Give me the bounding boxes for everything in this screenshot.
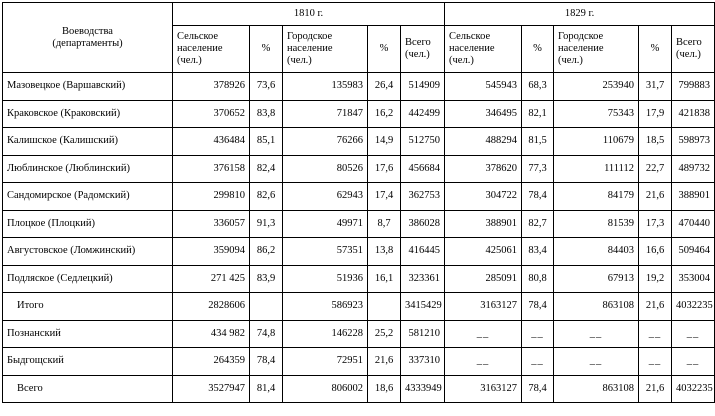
table-row [3, 73, 715, 101]
value-cell: 21,6 [639, 183, 672, 211]
value-cell: 135983 [283, 73, 368, 101]
value-cell: 598973 [672, 128, 715, 156]
value-cell: 82,1 [522, 100, 554, 128]
value-cell: 806002 [283, 375, 368, 403]
value-cell: 91,3 [250, 210, 283, 238]
value-cell: 74,8 [250, 320, 283, 348]
total-header-1810: Всего (чел.) [401, 26, 445, 73]
rural-population-header-1810: Сельское население (чел.) [173, 26, 250, 73]
value-cell: __ [445, 320, 522, 348]
value-cell: 72951 [283, 348, 368, 376]
value-cell: 353004 [672, 265, 715, 293]
value-cell: 21,6 [639, 293, 672, 321]
region-name-cell: Подляское (Седлецкий) [3, 265, 173, 293]
value-cell [368, 293, 401, 321]
value-cell: 304722 [445, 183, 522, 211]
value-cell: 436484 [173, 128, 250, 156]
value-cell: 16,2 [368, 100, 401, 128]
region-name-cell: Августовское (Ломжинский) [3, 238, 173, 266]
value-cell: 21,6 [368, 348, 401, 376]
table-row [3, 348, 715, 376]
value-cell: 456684 [401, 155, 445, 183]
value-cell: 3163127 [445, 293, 522, 321]
region-name-cell: Быдгощский [3, 348, 173, 376]
region-name-cell: Сандомирское (Радомский) [3, 183, 173, 211]
value-cell: 378926 [173, 73, 250, 101]
value-cell: 26,4 [368, 73, 401, 101]
value-cell: 271 425 [173, 265, 250, 293]
region-column-header [3, 3, 173, 73]
value-cell: 8,7 [368, 210, 401, 238]
table-row [3, 128, 715, 156]
value-cell: __ [522, 320, 554, 348]
value-cell: __ [445, 348, 522, 376]
value-cell: 388901 [445, 210, 522, 238]
value-cell: 378620 [445, 155, 522, 183]
value-cell: 359094 [173, 238, 250, 266]
value-cell: 512750 [401, 128, 445, 156]
value-cell: 253940 [554, 73, 639, 101]
region-name-cell: Всего [3, 375, 173, 403]
value-cell: 4333949 [401, 375, 445, 403]
value-cell: 3527947 [173, 375, 250, 403]
region-name-cell: Мазовецкое (Варшавский) [3, 73, 173, 101]
value-cell: 4032235 [672, 375, 715, 403]
value-cell: __ [639, 348, 672, 376]
value-cell: 323361 [401, 265, 445, 293]
urban-percent-header-1810: % [368, 26, 401, 73]
value-cell: 83,8 [250, 100, 283, 128]
value-cell: 25,2 [368, 320, 401, 348]
value-cell: 81,4 [250, 375, 283, 403]
value-cell: 581210 [401, 320, 445, 348]
value-cell: 80526 [283, 155, 368, 183]
value-cell: 78,4 [522, 375, 554, 403]
value-cell: 86,2 [250, 238, 283, 266]
value-cell: 425061 [445, 238, 522, 266]
region-name-cell: Краковское (Краковский) [3, 100, 173, 128]
year-1829-header: 1829 г. [445, 3, 715, 26]
value-cell: 264359 [173, 348, 250, 376]
value-cell: 370652 [173, 100, 250, 128]
value-cell: 17,3 [639, 210, 672, 238]
value-cell: 285091 [445, 265, 522, 293]
value-cell: __ [522, 348, 554, 376]
table-row [3, 183, 715, 211]
value-cell: 17,6 [368, 155, 401, 183]
value-cell: 77,3 [522, 155, 554, 183]
value-cell: 51936 [283, 265, 368, 293]
urban-percent-header-1829: % [639, 26, 672, 73]
value-cell: 83,9 [250, 265, 283, 293]
value-cell: 362753 [401, 183, 445, 211]
value-cell: 83,4 [522, 238, 554, 266]
value-cell: 78,4 [522, 183, 554, 211]
region-column-label: Воеводства (департаменты) [52, 25, 123, 49]
urban-population-header-1829: Городское население (чел.) [554, 26, 639, 73]
value-cell: 85,1 [250, 128, 283, 156]
value-cell: 81539 [554, 210, 639, 238]
rural-percent-header-1810: % [250, 26, 283, 73]
value-cell: 4032235 [672, 293, 715, 321]
value-cell: 545943 [445, 73, 522, 101]
region-name-cell: Плоцкое (Плоцкий) [3, 210, 173, 238]
value-cell: 488294 [445, 128, 522, 156]
total-header-1829: Всего (чел.) [672, 26, 715, 73]
year-1810-header: 1810 г. [173, 3, 445, 26]
value-cell: 16,1 [368, 265, 401, 293]
value-cell: 111112 [554, 155, 639, 183]
rural-percent-header-1829: % [522, 26, 554, 73]
table-row [3, 375, 715, 403]
value-cell: 73,6 [250, 73, 283, 101]
table-row [3, 265, 715, 293]
table-body [3, 73, 715, 403]
table-row [3, 210, 715, 238]
value-cell: 337310 [401, 348, 445, 376]
value-cell [250, 293, 283, 321]
value-cell: 376158 [173, 155, 250, 183]
value-cell: 863108 [554, 293, 639, 321]
value-cell: 388901 [672, 183, 715, 211]
value-cell: 346495 [445, 100, 522, 128]
value-cell: 421838 [672, 100, 715, 128]
value-cell: 18,6 [368, 375, 401, 403]
value-cell: 299810 [173, 183, 250, 211]
table-row [3, 320, 715, 348]
value-cell: 19,2 [639, 265, 672, 293]
value-cell: 81,5 [522, 128, 554, 156]
value-cell: 67913 [554, 265, 639, 293]
value-cell: 2828606 [173, 293, 250, 321]
region-name-cell: Люблинское (Люблинский) [3, 155, 173, 183]
value-cell: 57351 [283, 238, 368, 266]
value-cell: 336057 [173, 210, 250, 238]
value-cell: __ [672, 348, 715, 376]
value-cell: 586923 [283, 293, 368, 321]
value-cell: __ [554, 320, 639, 348]
value-cell: 71847 [283, 100, 368, 128]
value-cell: 3163127 [445, 375, 522, 403]
value-cell: __ [672, 320, 715, 348]
table-row [3, 155, 715, 183]
value-cell: 17,9 [639, 100, 672, 128]
value-cell: 31,7 [639, 73, 672, 101]
value-cell: 78,4 [522, 293, 554, 321]
value-cell: __ [554, 348, 639, 376]
value-cell: 82,4 [250, 155, 283, 183]
value-cell: 489732 [672, 155, 715, 183]
value-cell: 434 982 [173, 320, 250, 348]
table-header [3, 3, 715, 73]
region-name-cell: Познанский [3, 320, 173, 348]
region-name-cell: Итого [3, 293, 173, 321]
value-cell: 18,5 [639, 128, 672, 156]
value-cell: 76266 [283, 128, 368, 156]
value-cell: 442499 [401, 100, 445, 128]
value-cell: 84179 [554, 183, 639, 211]
rural-population-header-1829: Сельское население (чел.) [445, 26, 522, 73]
value-cell: 110679 [554, 128, 639, 156]
value-cell: 17,4 [368, 183, 401, 211]
value-cell: 3415429 [401, 293, 445, 321]
value-cell: 82,6 [250, 183, 283, 211]
region-name-cell: Калишское (Калишский) [3, 128, 173, 156]
value-cell: 62943 [283, 183, 368, 211]
value-cell: 386028 [401, 210, 445, 238]
value-cell: 82,7 [522, 210, 554, 238]
value-cell: 470440 [672, 210, 715, 238]
value-cell: 14,9 [368, 128, 401, 156]
value-cell: 84403 [554, 238, 639, 266]
value-cell: 21,6 [639, 375, 672, 403]
value-cell: 509464 [672, 238, 715, 266]
value-cell: 13,8 [368, 238, 401, 266]
value-cell: 16,6 [639, 238, 672, 266]
value-cell: 78,4 [250, 348, 283, 376]
table-row [3, 238, 715, 266]
population-table [2, 2, 715, 403]
urban-population-header-1810: Городское население (чел.) [283, 26, 368, 73]
value-cell: __ [639, 320, 672, 348]
value-cell: 75343 [554, 100, 639, 128]
value-cell: 416445 [401, 238, 445, 266]
value-cell: 49971 [283, 210, 368, 238]
table-row [3, 100, 715, 128]
table-row [3, 293, 715, 321]
value-cell: 863108 [554, 375, 639, 403]
value-cell: 146228 [283, 320, 368, 348]
value-cell: 22,7 [639, 155, 672, 183]
value-cell: 80,8 [522, 265, 554, 293]
value-cell: 514909 [401, 73, 445, 101]
value-cell: 799883 [672, 73, 715, 101]
value-cell: 68,3 [522, 73, 554, 101]
